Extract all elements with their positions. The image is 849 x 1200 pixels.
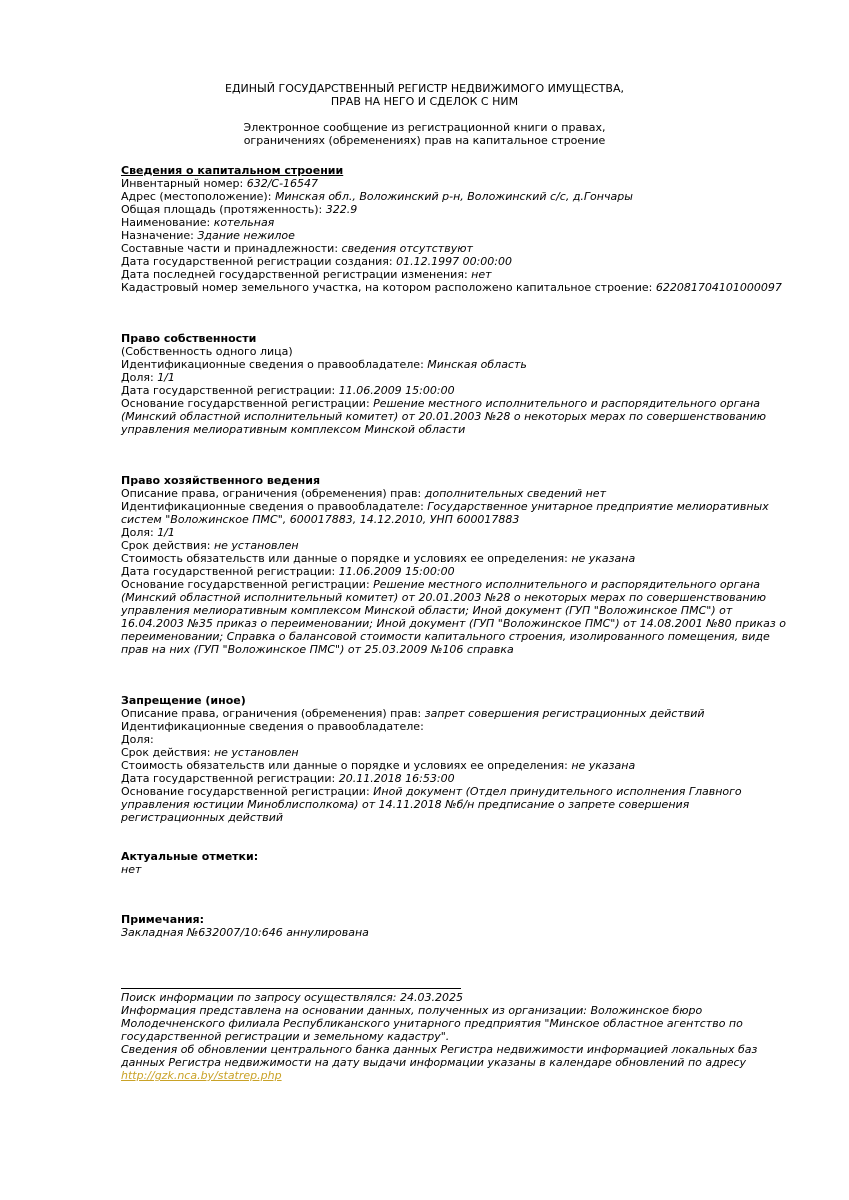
field-row (121, 578, 789, 656)
field-row (121, 733, 789, 746)
data-source-note: Информация представлена на основании данных, полученных из организации: Воложинское бюро Молодечненского филиала Республиканского унитарного предприятия "Минское областное агентство по государственной регистрации и земельному кадастру". (121, 1004, 743, 1043)
field-label: Наименование: (121, 216, 211, 229)
actual-marks-section (121, 850, 789, 876)
field-row (121, 242, 789, 255)
field-row (121, 397, 789, 436)
actual-marks-title: Актуальные отметки: (121, 850, 259, 863)
update-info-note (121, 1043, 789, 1082)
notes-section (121, 913, 789, 939)
field-label: Основание государственной регистрации: (121, 578, 370, 591)
field-label: Срок действия: (121, 539, 211, 552)
prohibition-section (121, 694, 789, 824)
field-row (121, 384, 789, 397)
economic-management-section (121, 474, 789, 656)
message-subtitle-line-1: Электронное сообщение из регистрационной книги о правах, (243, 121, 606, 134)
field-value: 01.12.1997 00:00:00 (396, 255, 513, 268)
field-row (121, 539, 789, 552)
field-value: 322.9 (325, 203, 358, 216)
field-label: Дата государственной регистрации: (121, 772, 336, 785)
field-row (121, 707, 789, 720)
field-value: Решение местного исполнительного и распорядительного органа (Минский областной исполнительный комитет) от 20.01.2003 №28 о некоторых мерах по совершенствованию управления мелиоративным комплексом Минской области; Иной документ (ГУП "Воложинское ПМС") от 16.04.2003 №35 приказ о переименовании; Иной документ (ГУП "Воложинское ПМС") от 14.08.2001 №80 приказ о переименовании; Справка о балансовой стоимости капитального строения, изолированного помещения, виде прав на них (ГУП "Воложинское ПМС") от 25.03.2009 №106 справка (121, 578, 786, 656)
field-label: Основание государственной регистрации: (121, 785, 370, 798)
ownership-subtitle: (Собственность одного лица) (121, 345, 293, 358)
field-value: 622081704101000097 (655, 281, 782, 294)
field-label: Адрес (местоположение): (121, 190, 272, 203)
field-value: не указана (571, 552, 636, 565)
field-row (121, 268, 789, 281)
field-label: Описание права, ограничения (обременения) прав: (121, 487, 422, 500)
field-row (121, 526, 789, 539)
field-value: не установлен (213, 746, 299, 759)
search-date-note: Поиск информации по запросу осуществлялся: 24.03.2025 (121, 991, 463, 1004)
field-row (121, 358, 789, 371)
economic-section-title: Право хозяйственного ведения (121, 474, 321, 487)
field-row (121, 229, 789, 242)
field-label: Идентификационные сведения о правообладателе: (121, 720, 424, 733)
update-info-text: Сведения об обновлении центрального банка данных Регистра недвижимости информацией локальных баз данных Регистра недвижимости на дату выдачи информации указаны в календаре обновлений по адресу (121, 1043, 758, 1069)
registry-title-line-1: ЕДИНЫЙ ГОСУДАРСТВЕННЫЙ РЕГИСТР НЕДВИЖИМОГО ИМУЩЕСТВА, (225, 82, 624, 95)
field-label: Описание права, ограничения (обременения) прав: (121, 707, 422, 720)
field-row (121, 281, 789, 294)
field-label: Стоимость обязательств или данные о порядке и условиях ее определения: (121, 759, 568, 772)
field-value: 1/1 (157, 526, 175, 539)
field-row (121, 190, 789, 203)
registry-title-line-2: ПРАВ НА НЕГО И СДЕЛОК С НИМ (330, 95, 519, 108)
footer-divider (121, 988, 461, 989)
field-value: 632/C-16547 (246, 177, 319, 190)
message-subtitle-line-2: ограничениях (обременениях) прав на капитальное строение (243, 134, 606, 147)
field-row (121, 216, 789, 229)
field-row (121, 203, 789, 216)
field-value: Минская область (427, 358, 527, 371)
field-row (121, 487, 789, 500)
field-label: Дата государственной регистрации: (121, 384, 336, 397)
field-value: 11.06.2009 15:00:00 (338, 565, 455, 578)
field-value: Минская обл., Воложинский р-н, Воложинский с/с, д.Гончары (274, 190, 633, 203)
field-label: Доля: (121, 733, 154, 746)
field-value: не установлен (213, 539, 299, 552)
field-row (121, 371, 789, 384)
field-value: 1/1 (157, 371, 175, 384)
field-value: 11.06.2009 15:00:00 (338, 384, 455, 397)
field-label: Составные части и принадлежности: (121, 242, 339, 255)
field-row (121, 255, 789, 268)
building-section-title: Сведения о капитальном строении (121, 164, 344, 177)
field-label: Идентификационные сведения о правообладателе: (121, 500, 424, 513)
field-label: Дата государственной регистрации: (121, 565, 336, 578)
field-label: Общая площадь (протяженность): (121, 203, 323, 216)
field-value: Решение местного исполнительного и распорядительного органа (Минский областной исполнительный комитет) от 20.01.2003 №28 о некоторых мерах по совершенствованию управления мелиоративным комплексом Минской области (121, 397, 766, 436)
field-label: Инвентарный номер: (121, 177, 244, 190)
field-label: Срок действия: (121, 746, 211, 759)
field-row (121, 565, 789, 578)
field-row (121, 552, 789, 565)
field-label: Доля: (121, 371, 154, 384)
field-value: Иной документ (Отдел принудительного исполнения Главного управления юстиции Миноблисполкома) от 14.11.2018 №б/н предписание о запрете совершения регистрационных действий (121, 785, 742, 824)
field-label: Основание государственной регистрации: (121, 397, 370, 410)
field-label: Дата государственной регистрации создания: (121, 255, 393, 268)
field-label: Дата последней государственной регистрации изменения: (121, 268, 468, 281)
statrep-link[interactable]: http://gzk.nca.by/statrep.php (121, 1069, 282, 1082)
field-row (121, 500, 789, 526)
field-row (121, 785, 789, 824)
notes-title: Примечания: (121, 913, 204, 926)
field-row (121, 746, 789, 759)
prohibition-section-title: Запрещение (иное) (121, 694, 246, 707)
footer (121, 991, 789, 1082)
actual-marks-value: нет (121, 863, 142, 876)
field-label: Стоимость обязательств или данные о порядке и условиях ее определения: (121, 552, 568, 565)
field-value: запрет совершения регистрационных действий (424, 707, 705, 720)
field-value: сведения отсутствуют (341, 242, 473, 255)
field-row (121, 720, 789, 733)
field-row (121, 177, 789, 190)
field-value: нет (471, 268, 492, 281)
field-row (121, 772, 789, 785)
notes-value: Закладная №632007/10:646 аннулирована (121, 926, 369, 939)
field-label: Назначение: (121, 229, 194, 242)
field-value: Здание нежилое (197, 229, 295, 242)
field-label: Кадастровый номер земельного участка, на котором расположено капитальное строение: (121, 281, 653, 294)
field-label: Доля: (121, 526, 154, 539)
field-value: котельная (213, 216, 275, 229)
field-value: Государственное унитарное предприятие мелиоративных систем "Воложинское ПМС", 600017883, 14.12.2010, УНП 600017883 (121, 500, 769, 526)
field-value: дополнительных сведений нет (424, 487, 606, 500)
field-value: не указана (571, 759, 636, 772)
field-value: 20.11.2018 16:53:00 (338, 772, 455, 785)
building-section (121, 164, 789, 294)
field-label: Идентификационные сведения о правообладателе: (121, 358, 424, 371)
ownership-section (121, 332, 789, 436)
ownership-section-title: Право собственности (121, 332, 257, 345)
field-row (121, 759, 789, 772)
